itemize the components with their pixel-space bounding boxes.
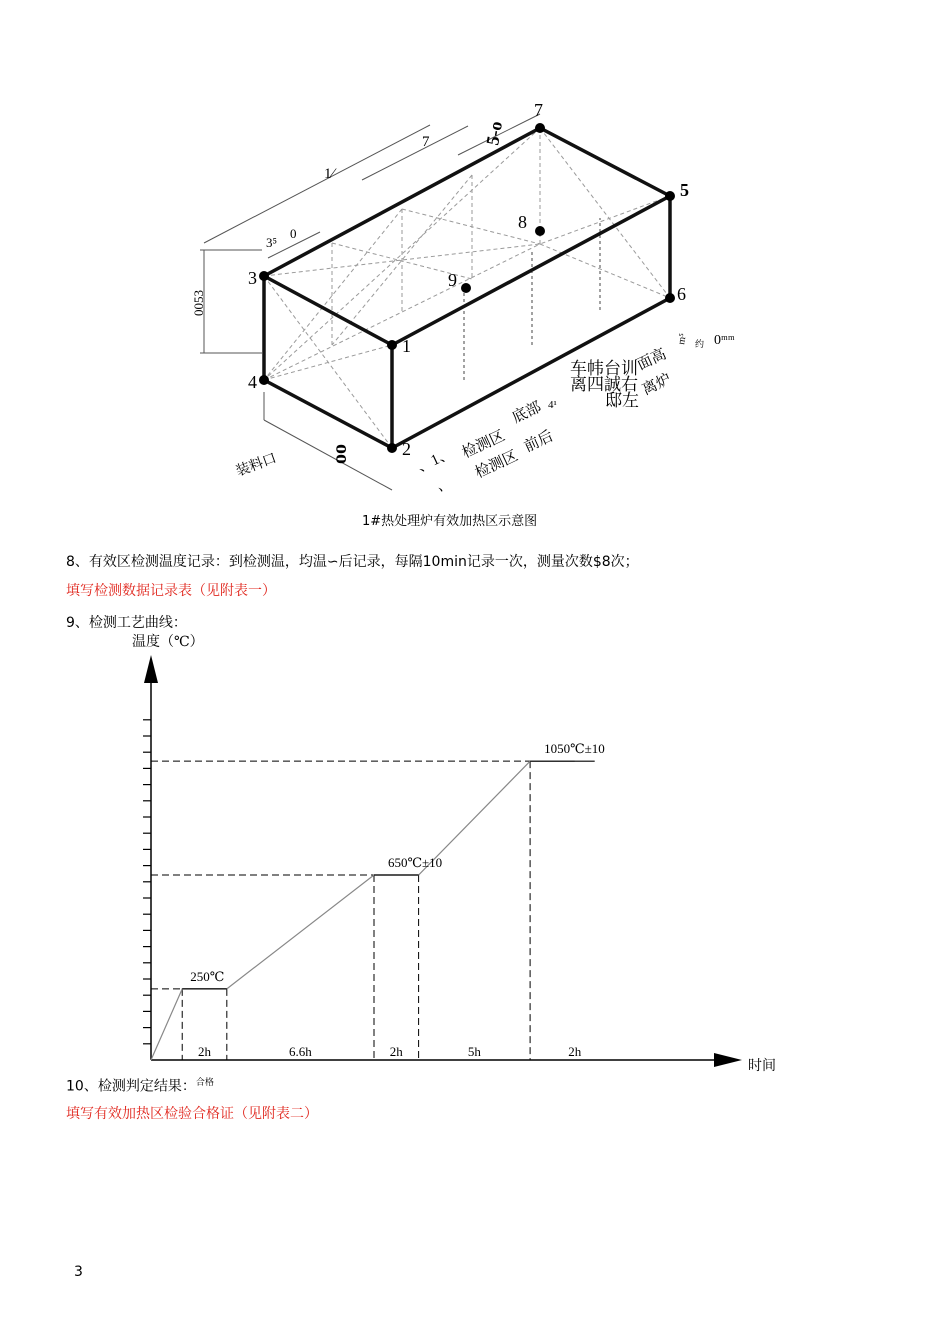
segment-duration-label: 6.6h — [289, 1044, 312, 1059]
annotation-bottom-1b: 4¹ — [548, 399, 557, 411]
annotation-bottom-3: 、1、 — [414, 445, 456, 476]
left-dim-label-3: 3⁵ — [266, 235, 278, 250]
annotation-line-2: 离四誠右 — [570, 375, 638, 394]
annotation-line-3: 邸左 — [605, 391, 639, 410]
annotation-bottom-2: 检测区 — [459, 428, 508, 462]
om-label: 0ᵐᵐ — [714, 333, 735, 348]
point-label-2: 2 — [402, 439, 411, 459]
point-label-1: 1 — [402, 336, 411, 356]
height-dim-label: 0053 — [191, 290, 206, 316]
point-label-4: 4 — [248, 372, 257, 392]
annotation-bottom-4: 检测区 — [472, 448, 521, 482]
section-10-note: 填写有效加热区检验合格证（见附表二） — [66, 1106, 318, 1122]
annotation-bottom-5: 前后 — [521, 428, 556, 456]
segment-duration-label: 2h — [568, 1044, 582, 1059]
plateau-label: 250℃ — [190, 968, 225, 984]
x-axis-label: 时间 — [748, 1059, 776, 1074]
plateau-label: 1050℃±10 — [544, 741, 605, 757]
furnace-diagram — [0, 0, 950, 510]
point-label-5: 5 — [680, 180, 689, 200]
diagram-caption: 1#热处理炉有效加热区示意图 — [362, 514, 538, 529]
m5-label: m⁵ — [676, 332, 689, 346]
segment-duration-label: 5h — [467, 1044, 481, 1059]
top-dim-label-7: 7 — [422, 134, 430, 150]
front-dim-label-oo: oo — [329, 444, 351, 464]
page-number: 3 — [74, 1264, 83, 1280]
y-axis-label: 温度（℃） — [132, 635, 204, 650]
section-10-title-text: 10、检测判定结果： — [66, 1078, 196, 1095]
left-dim-label-o: 0 — [290, 226, 297, 241]
section-10-sup: 合格 — [195, 1078, 214, 1088]
plateau-label: 650℃±10 — [388, 855, 443, 871]
section-8-text: 8、有效区检测温度记录：到检测温，均温∽后记录，每隔10min记录一次，测量次数$8次； — [66, 554, 639, 570]
annotation-right-3: 离炉 — [639, 371, 674, 399]
annotation-bottom-1: 底部 — [509, 399, 544, 427]
point-label-8: 8 — [518, 212, 527, 232]
section-10-title — [66, 1075, 214, 1096]
point-label-3: 3 — [248, 268, 257, 288]
segment-duration-label: 2h — [198, 1044, 212, 1059]
temperature-curve — [151, 761, 575, 1060]
point-label-7: 7 — [534, 100, 543, 120]
process-curve-chart — [0, 625, 950, 1075]
point-label-9: 9 — [448, 270, 457, 290]
annotation-line-1: 车帏台训 — [570, 359, 638, 378]
annotation-bottom-6: 、 — [438, 478, 454, 494]
section-8-note: 填写检测数据记录表（见附表一） — [66, 583, 276, 599]
section-9-title: 9、检测工艺曲线： — [66, 615, 187, 631]
feed-port-label: 装料口 — [234, 451, 279, 480]
annotation-right-1: 面高 — [634, 346, 669, 374]
segment-duration-label: 2h — [389, 1044, 403, 1059]
point-label-6: 6 — [677, 284, 686, 304]
top-dim-label-5o: 5-o — [482, 119, 507, 147]
annotation-right-2: 约 — [695, 339, 705, 349]
top-dim-label-1: 1⁄ — [324, 166, 335, 182]
